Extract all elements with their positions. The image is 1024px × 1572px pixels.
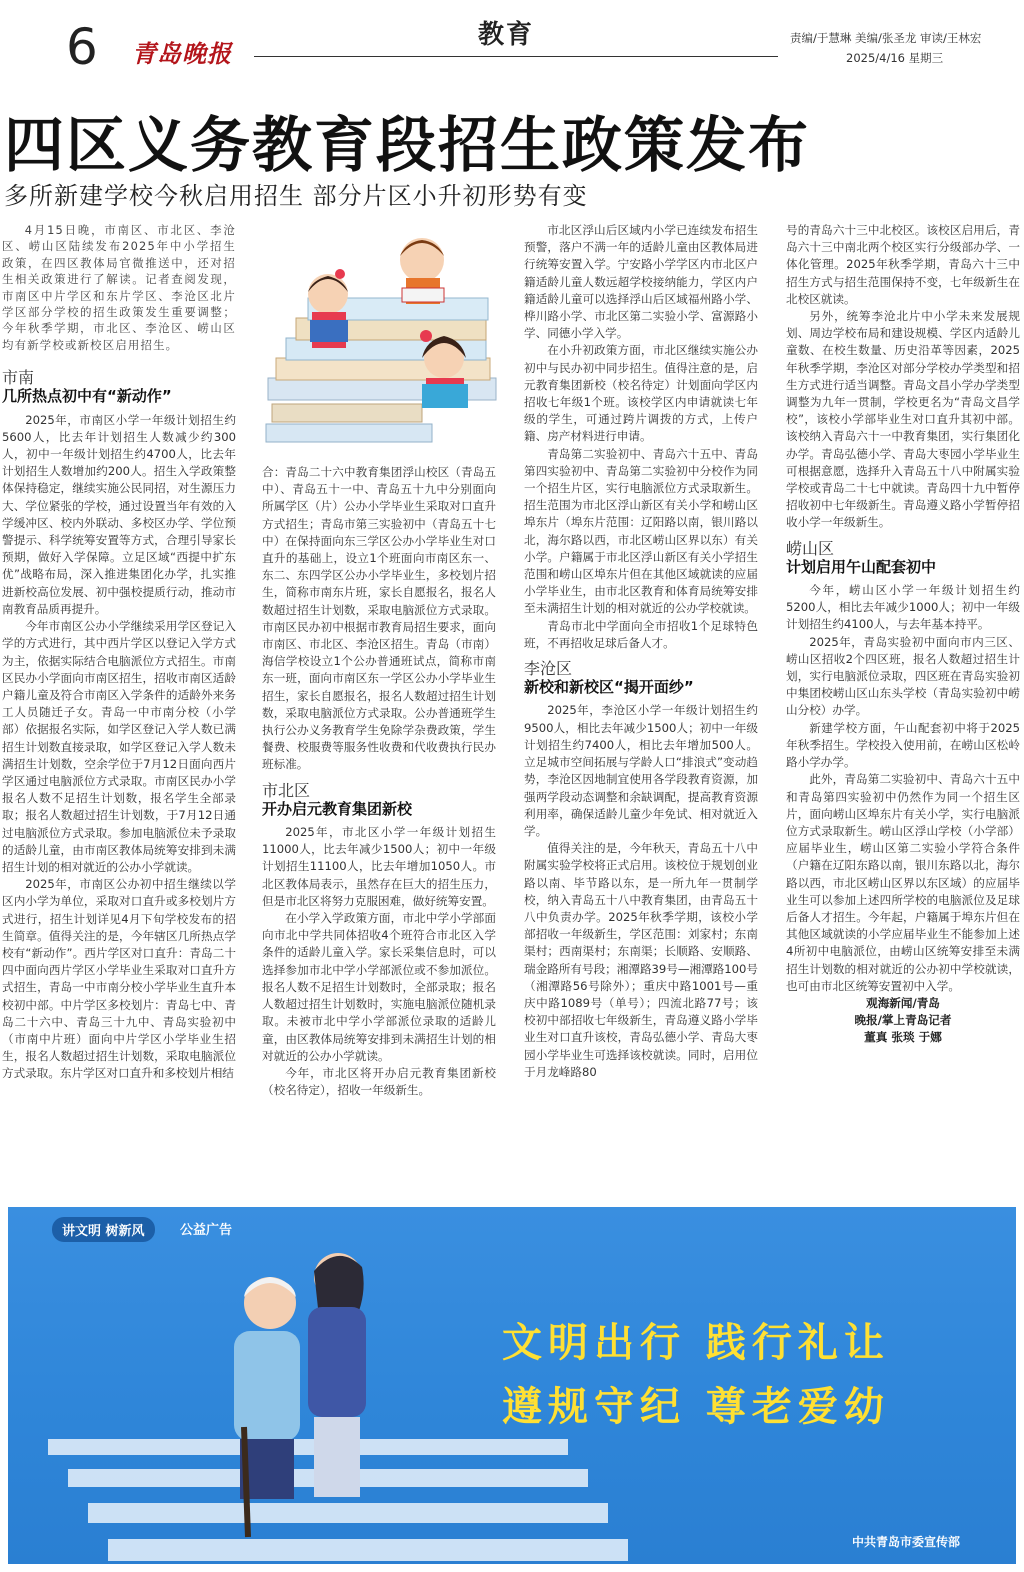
column-3 (524, 222, 758, 1188)
shinan-paragraph: 今年市南区公办小学继续采用学区登记入学的方式进行，其中西片学区以登记入学方式为主，依据实际结合电脑派位方式招生。市南区民办小学面向市南区招生，招收市南区适龄户籍儿童及符合市南区入学条件的适龄外来务工人员随迁子女。青岛一中市南分校（小学部）依据报名实际，如学区登记入学人数已满招生计划数直接录取，如学区登记入学人数未满招生计划数，空余学位于7月12日面向西片学区通过电脑派位方式录取。市南区民办小学报名人数不足招生计划数，报名学生全部录取；报名人数超过招生计划数，于7月12日通过电脑派位方式录取。参加电脑派位未予录取的适龄儿童，由市南区教体局统筹安排到未满招生计划的相对就近的公办小学就读。 (2, 619, 236, 874)
masthead (0, 0, 1024, 82)
byline: 观海新闻/青岛 (866, 995, 940, 1010)
laoshan-paragraph: 此外，青岛第二实验初中、青岛六十五中和青岛第四实验初中仍然作为同一个招生区片，面向崂山区埠东片有关小学，实行电脑派位方式录取新生。崂山区浮山学校（小学部）应届毕业生，崂山区第二实验小学符合条件（户籍在辽阳东路以南，银川东路以北，海尔路以西，市北区崂山区界以东区域）的应届毕业生可以参加上述四所学校的电脑派位及足球后备人才招生。今年起，户籍属于埠东片但在其他区域就读的小学应届毕业生不能参加上述4所初中电脑派位，由崂山区统筹安排至未满招生计划数的相对就近的公办初中学校就读，也可由市北区统筹安置初中入学。 (786, 772, 1020, 993)
ad-sponsor: 中共青岛市委宣传部 (851, 1535, 960, 1549)
district-label-shibei: 市北区 (262, 780, 311, 800)
lead-paragraph: 4月15日晚，市南区、市北区、李沧区、崂山区陆续发布2025年中小学招生政策，在四区教体局官微推送中，还对招生相关政策进行了解读。记者查阅发现，市南区中片学区和东片学区、李沧区北片学区部分学校的招生政策发生重要调整；今年秋季学期，市北区、李沧区、崂山区均有新学校或新校区启用招生。 (2, 223, 236, 352)
shinan-paragraph: 2025年，市南区公办初中招生继续以学区内小学为单位，采取对口直升或多校划片方式进行，招生计划详见4月下旬学校发布的招生简章。值得关注的是，今年辖区几所热点学校有“新动作”。西片学区对口直升：青岛二十四中面向西片学区小学毕业生采取对口直升方式招生，青岛一中市南分校小学毕业生直升本校初中部。中片学区多校划片：青岛七中、青岛二十六中、青岛三十九中、青岛实验初中（市南中片班）面向中片学区小学毕业生招生，报名人数超过招生计划数，采取电脑派位方式录取。东片学区对口直升和多校划片相结 (2, 877, 236, 1081)
shibei-paragraph: 青岛市北中学面向全市招收1个足球特色班，不再招收足球后备人才。 (524, 618, 758, 650)
shibei-paragraph: 在小学入学政策方面，市北中学小学部面向市北中学共同体招收4个班符合市北区入学条件的适龄儿童入学。家长采集信息时，可以选择参加市北中学小学部派位或不参加派位。报名人数不足招生计划数时，全部录取；报名人数超过招生计划数时，实施电脑派位随机录取。未被市北中学小学部派位录取的适龄儿童，由区教体局统筹安排到未满招生计划的相对就近的公办小学就读。 (262, 911, 496, 1063)
shibei-paragraph: 今年，市北区将开办启元教育集团新校（校名待定），招收一年级新生。 (262, 1065, 496, 1098)
shibei-paragraph: 在小升初政策方面，市北区继续实施公办初中与民办初中同步招生。值得注意的是，启元教育集团新校（校名待定）计划面向学区内招收七年级1个班。该校学区内申请就读七年级的学生，可通过跨片调拨的方式，上传户籍、房产材料进行申请。 (524, 343, 758, 444)
district-label-licang: 李沧区 (524, 659, 573, 679)
children-reading-illustration (262, 228, 502, 460)
editor-credits: 责编/于慧琳 美编/张圣龙 审读/王林宏 (790, 31, 982, 45)
licang-paragraph: 另外，统筹李沧北片中小学未来发展规划、周边学校布局和建设规模、学区内适龄儿童数、在校生数量、历史沿革等因素，2025年秋季学期，李沧区对部分学校办学类型和招生方式进行适当调整。青岛文昌小学办学类型调整为九年一贯制，学校更名为“青岛文昌学校”，该校小学部毕业生对口直升其初中部。该校纳入青岛六十一中教育集团，实行集团化办学。青岛弘德小学、青岛大枣园小学毕业生可根据意愿，选择升入青岛五十八中附属实验学校或青岛二十七中就读。青岛四十九中暂停招收初中七年级新生。青岛遵义路小学暂停招收小学一年级新生。 (786, 309, 1020, 530)
district-title-shibei: 开办启元教育集团新校 (262, 799, 413, 818)
district-label-shinan: 市南 (2, 368, 35, 388)
ad-tag: 讲文明 树新风 (52, 1217, 155, 1242)
licang-paragraph-continued: 号的青岛六十三中北校区。该校区启用后，青岛六十三中南北两个校区实行分级部办学、一体化管理。2025年秋季学期，青岛六十三中招生方式与招生范围保持不变，七年级新生在北校区就读。 (786, 223, 1020, 306)
masthead-rule (254, 56, 778, 57)
licang-paragraph: 2025年，李沧区小学一年级计划招生约9500人，相比去年减少1500人；初中一年级计划招生约7400人，相比去年增加500人。立足城市空间拓展与学龄人口“排浪式”变动趋势，李沧区因地制宜使用各学段教育资源，加强两学段动态调整和余缺调配，提高教育资源利用率，确保适龄儿童少年免试、相对就近入学。 (524, 703, 758, 838)
laoshan-paragraph: 新建学校方面，午山配套初中将于2025年秋季招生。学校投入使用前，在崂山区松岭路小学办学。 (786, 720, 1020, 770)
shibei-paragraph: 青岛第二实验初中、青岛六十五中、青岛第四实验初中、青岛第二实验初中分校作为同一个招生片区，实行电脑派位方式录取新生。招生范围为市北区浮山新区有关小学和崂山区埠东片（埠东片范围：辽阳路以南，银川路以北，海尔路以西，市北区崂山区界以东）有关小学。户籍属于市北区浮山新区有关小学招生范围和崂山区埠东片但在其他区域就读的应届小学毕业生，由市北区教育和体育局统筹安排至未满招生计划的相对就近的公办学校就读。 (524, 446, 758, 616)
shinan-paragraph-continued: 合：青岛二十六中教育集团浮山校区（青岛五中）、青岛五十一中、青岛五十九中分别面向所属学区（片）公办小学毕业生采取对口直升方式招生；青岛市第三实验初中（青岛五十七中）在保持面向东三学区公办小学毕业生对口直升的基础上，设立1个班面向市南区东一、东二、东四学区公办小学毕业生，多校划片招生，简称市南东片班，家长自愿报名，报名人数超过招生计划数，采取电脑派位方式录取。市南区民办初中根据市教育局招生要求，面向市南区、市北区、李沧区招生。青岛（市南）海信学校设立1个公办普通班试点，简称市南东一班，面向市南区东一学区公办小学毕业生招生，家长自愿报名，报名人数超过招生计划数，采取电脑派位方式录取。公办普通班学生执行公办义务教育学生免除学杂费政策，学生餐费、校服费等服务性收费和代收费执行民办班标准。 (262, 465, 496, 772)
shibei-paragraph: 2025年，市北区小学一年级计划招生11000人，比去年减少1500人；初中一年级计划招生11100人，比去年增加1050人。市北区教体局表示，虽然存在巨大的招生压力，但是市北区将努力克服困难，做好统筹安置。 (262, 825, 496, 908)
district-label-laoshan: 崂山区 (786, 538, 835, 558)
column-2 (262, 464, 496, 1188)
column-4 (786, 222, 1020, 1188)
byline: 晚报/掌上青岛记者 (854, 1013, 952, 1028)
page-number: 6 (66, 18, 98, 76)
column-1 (2, 222, 236, 1188)
shinan-paragraph: 2025年，市南区小学一年级计划招生约5600人，比去年计划招生人数减少约300人，初中一年级计划招生约4700人，比去年计划招生人数增加约200人。招生入学政策整体保持稳定，继续实施公民同招，对生源压力大、学位紧张的学校，通过设置当年有效的入学缓冲区、校内外联动、多校区办学、学位预警提示、科学统筹安置等方式，合理引导家长预期，做好入学保障。立足区域“西提中扩东优”战略布局，深入推进集团化办学，扎实推进新校高位发展、初中强校提质行动，推动市南教育品质再提升。 (2, 412, 236, 616)
ad-type-label: 公益广告 (180, 1223, 233, 1238)
issue-date: 2025/4/16 星期三 (846, 51, 944, 65)
section-title: 教育 (478, 20, 535, 50)
licang-paragraph: 值得关注的是，今年秋天，青岛五十八中附属实验学校将正式启用。该校位于规划创业路以南、毕节路以东，是一所九年一贯制学校，纳入青岛五十八中教育集团，由青岛五十八中负责办学。2025年秋季学期，该校小学部招收一年级新生，学区范围：刘家村；东南渠村；西南渠村；东南渠；长顺路、安顺路、瑞金路所有号段；湘潭路39号—湘潭路100号（湘潭路56号除外）；重庆中路1001号—重庆中路1089号（单号）；四流北路77号；该校初中部招收七年级新生，青岛遵义路小学毕业生对口直升该校，青岛弘德小学、青岛大枣园小学毕业生可选择该校就读。同时，启用位于月龙峰路80 (524, 841, 758, 1079)
district-title-licang: 新校和新校区“揭开面纱” (524, 678, 694, 697)
shibei-paragraph: 市北区浮山后区域内小学已连续发布招生预警，落户不满一年的适龄儿童由区教体局进行统筹安置入学。宁安路小学学区内市北区户籍适龄儿童人数远超学校接纳能力，学区内户籍适龄儿童可以选择浮山后区域福州路小学、桦川路小学、市北区第二实验小学、富源路小学、同德小学入学。 (524, 223, 758, 341)
district-title-shinan: 几所热点初中有“新动作” (2, 387, 172, 406)
byline: 董真 张琰 于娜 (864, 1030, 942, 1045)
public-service-ad (8, 1207, 1016, 1564)
ad-slogan: 文明出行 践行礼让 (502, 1320, 890, 1366)
subheadline: 多所新建学校今秋启用招生 部分片区小升初形势有变 (4, 182, 588, 210)
district-title-laoshan: 计划启用午山配套初中 (786, 557, 937, 576)
headline: 四区义务教育段招生政策发布 (4, 111, 810, 181)
paper-name-logo: 青岛晚报 (132, 39, 232, 68)
laoshan-paragraph: 今年，崂山区小学一年级计划招生约5200人，相比去年减少1000人；初中一年级计划招生约4100人，与去年基本持平。 (786, 583, 1020, 632)
laoshan-paragraph: 2025年，青岛实验初中面向市内三区、崂山区招收2个四区班，报名人数超过招生计划，实行电脑派位录取，四区班在青岛实验初中集团校崂山区山东头学校（青岛实验初中崂山分校）办学。 (786, 634, 1020, 718)
ad-slogan: 遵规守纪 尊老爱幼 (502, 1384, 890, 1430)
